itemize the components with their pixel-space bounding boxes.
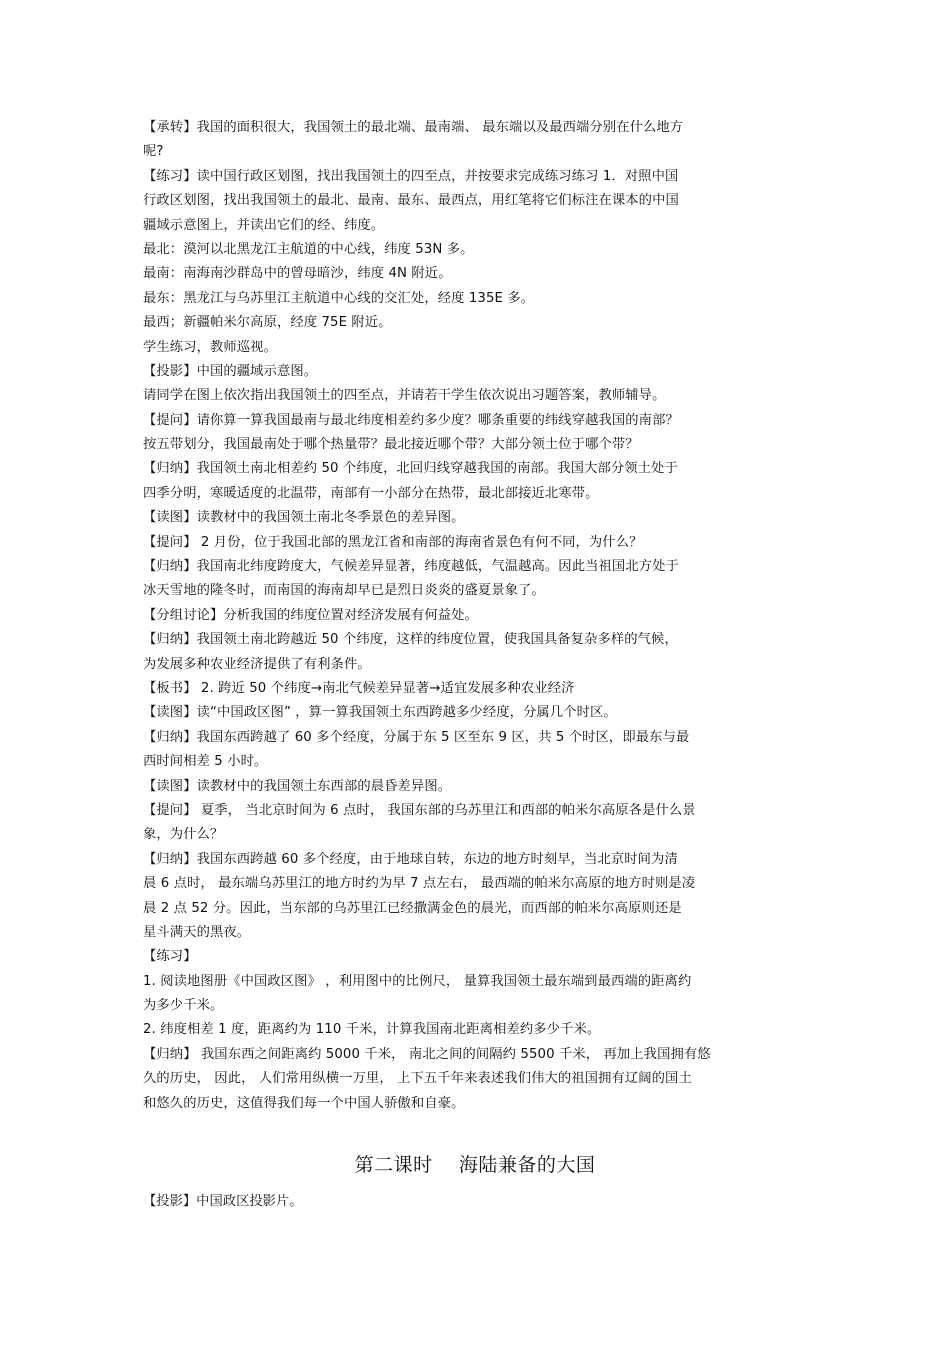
text-line: 1. 阅读地图册《中国政区图》 ，利用图中的比例尺， 量算我国领土最东端到最西端的距离约 xyxy=(143,973,692,989)
text-line: 久的历史， 因此， 人们常用纵横一万里， 上下五千年来表述我们伟大的祖国拥有辽阔的国土 xyxy=(143,1071,692,1087)
text-line: 呢? xyxy=(143,144,164,160)
text-line: 行政区划图，找出我国领土的最北、最南、最东、最西点，用红笔将它们标注在课本的中国 xyxy=(143,193,679,209)
text-line: 最东：黑龙江与乌苏里江主航道中心线的交汇处，经度 135E 多。 xyxy=(143,290,535,306)
text-line: 请同学在图上依次指出我国领土的四至点，并请若干学生依次说出习题答案，教师辅导。 xyxy=(143,388,666,404)
section-heading: 第二课时 海陆兼备的大国 xyxy=(354,1154,596,1176)
text-line: 为多少千米。 xyxy=(143,998,224,1014)
text-line: 最南：南海南沙群岛中的曾母暗沙，纬度 4N 附近。 xyxy=(143,266,452,282)
text-line: 西时间相差 5 小时。 xyxy=(143,754,268,770)
text-line: 【归纳】我国领土南北跨越近 50 个纬度，这样的纬度位置，使我国具备复杂多样的气候， xyxy=(143,632,678,648)
text-line: 【读图】读教材中的我国领土南北冬季景色的差异图。 xyxy=(143,510,465,526)
text-line: 【归纳】 我国东西之间距离约 5000 千米， 南北之间的间隔约 5500 千米， 再加上我国拥有悠 xyxy=(143,1046,711,1062)
text-line: 【板书】 2. 跨近 50 个纬度→南北气候差异显著→适宜发展多种农业经济 xyxy=(143,680,575,696)
text-line: 【分组讨论】分析我国的纬度位置对经济发展有何益处。 xyxy=(143,607,478,623)
text-line: 象，为什么？ xyxy=(143,827,224,843)
text-line: 【提问】 夏季， 当北京时间为 6 点时， 我国东部的乌苏里江和西部的帕米尔高原各是什么景 xyxy=(143,802,696,818)
text-line: 【归纳】我国南北纬度跨度大，气候差异显著，纬度越低，气温越高。因此当祖国北方处于 xyxy=(143,559,679,575)
text-line: 【归纳】我国东西跨越了 60 多个经度，分属于东 5 区至东 9 区，共 5 个时区，即最东与最 xyxy=(143,729,690,745)
text-line: 最北：漠河以北黑龙江主航道的中心线，纬度 53N 多。 xyxy=(143,241,474,257)
text-line: 最西；新疆帕米尔高原，经度 75E 附近。 xyxy=(143,315,392,331)
text-line: 为发展多种农业经济提供了有利条件。 xyxy=(143,656,371,672)
text-line: 【归纳】我国东西跨越 60 多个经度，由于地球自转，东边的地方时刻早，当北京时间为清 xyxy=(143,851,678,867)
text-line: 【承转】我国的面积很大，我国领土的最北端、最南端、 最东端以及最西端分别在什么地方 xyxy=(143,120,684,135)
text-line: 【练习】读中国行政区划图，找出我国领土的四至点，并按要求完成练习练习 1．对照中国 xyxy=(143,168,679,184)
text-line: 冰天雪地的隆冬时，而南国的海南却早已是烈日炎炎的盛夏景象了。 xyxy=(143,583,545,599)
text-line: 按五带划分，我国最南处于哪个热量带？最北接近哪个带？大部分领土位于哪个带？ xyxy=(143,437,639,453)
text-line: 【读图】读教材中的我国领土东西部的晨昏差异图。 xyxy=(143,778,452,794)
text-line: 四季分明，寒暖适度的北温带，南部有一小部分在热带，最北部接近北寒带。 xyxy=(143,485,599,501)
text-line: 【投影】中国政区投影片。 xyxy=(143,1194,303,1209)
text-line: 和悠久的历史，这值得我们每一个中国人骄傲和自豪。 xyxy=(143,1095,465,1111)
text-line: 2. 纬度相差 1 度，距离约为 110 千米，计算我国南北距离相差约多少千米。 xyxy=(143,1022,601,1038)
text-line: 【提问】 2 月份，位于我国北部的黑龙江省和南部的海南省景色有何不同，为什么？ xyxy=(143,534,643,550)
text-line: 【练习】 xyxy=(143,949,197,965)
text-line: 晨 6 点时， 最东端乌苏里江的地方时约为早 7 点左右， 最西端的帕米尔高原的地方时则是凌 xyxy=(143,876,696,892)
text-line: 【投影】中国的疆域示意图。 xyxy=(143,363,318,379)
text-line: 学生练习，教师巡视。 xyxy=(143,339,277,355)
body-text xyxy=(143,116,823,1116)
text-line: 【归纳】我国领土南北相差约 50 个纬度，北回归线穿越我国的南部。我国大部分领土处于 xyxy=(143,461,678,477)
text-line: 疆域示意图上，并读出它们的经、纬度。 xyxy=(143,217,385,233)
text-line: 星斗满天的黑夜。 xyxy=(143,924,251,940)
text-line: 晨 2 点 52 分。因此，当东部的乌苏里江已经撒满金色的晨光，而西部的帕米尔高原则还是 xyxy=(143,900,682,916)
text-line: 【提问】请你算一算我国最南与最北纬度相差约多少度？哪条重要的纬线穿越我国的南部？ xyxy=(143,412,679,428)
text-line: 【读图】读“中国政区图” ，算一算我国领土东西跨越多少经度，分属几个时区。 xyxy=(143,705,617,721)
